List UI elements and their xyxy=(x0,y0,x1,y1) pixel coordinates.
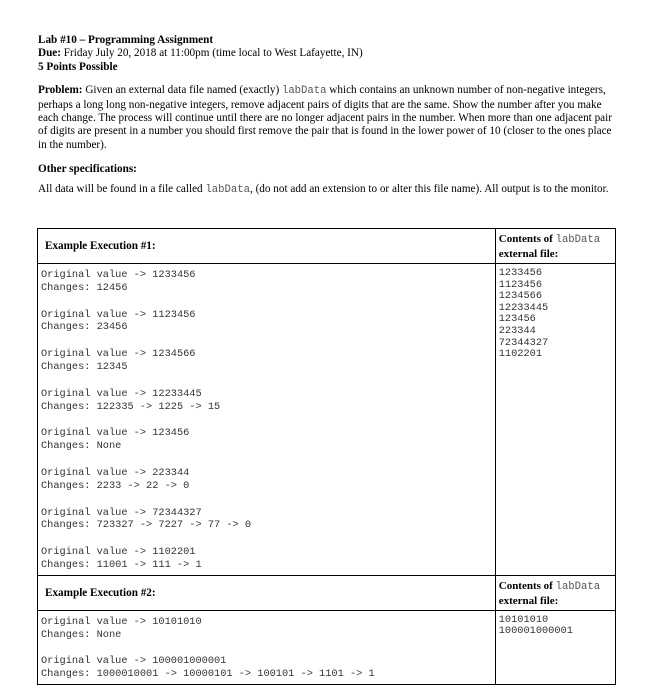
changes-line: Changes: None xyxy=(41,440,122,453)
changes-line: Changes: 12456 xyxy=(41,281,128,294)
example1-output-cell xyxy=(38,264,496,576)
run-group xyxy=(41,467,492,493)
file-value: 123456 xyxy=(498,313,536,326)
example2-output xyxy=(38,611,495,684)
file-value: 1234566 xyxy=(498,290,543,303)
file-value: 10101010 xyxy=(498,613,549,626)
document-page xyxy=(38,34,620,198)
example2-file-values xyxy=(496,611,615,642)
example1-heading: Example Execution #1: xyxy=(45,240,156,252)
original-value-line: Original value -> 1234566 xyxy=(41,348,196,361)
examples-table xyxy=(37,228,616,685)
changes-line: Changes: 23456 xyxy=(41,321,128,334)
example2-heading-cell xyxy=(38,575,496,610)
example2-contents-title xyxy=(495,575,615,610)
run-group xyxy=(41,616,492,642)
file-value: 1123456 xyxy=(498,278,543,291)
problem-filename: labData xyxy=(281,85,327,98)
original-value-line: Original value -> 223344 xyxy=(41,466,190,479)
contents-label: Contents of xyxy=(498,233,553,245)
example2-output-cell xyxy=(38,610,496,684)
file-value: 72344327 xyxy=(498,336,549,349)
example2-file-cell xyxy=(495,610,615,684)
other-specs-heading: Other specifications: xyxy=(38,163,137,176)
run-group xyxy=(41,269,492,295)
contents-filename: labData xyxy=(555,234,601,246)
problem-text-b: which contains an unknown number of non-negative integers, perhaps a long long non-negative integers, remove adjacent pairs of digits that are the same. Show the number after you make each change. The process will continue until there are no longer adjacent pairs in the number. When more than one adjacent pair of digits are present in a number you should first remove the pair that is found in the lower power of 10 (closer to the ones place in the number). xyxy=(38,84,612,151)
contents-label-b: external file: xyxy=(498,248,559,260)
original-value-line: Original value -> 10101010 xyxy=(41,615,202,628)
changes-line: Changes: 12345 xyxy=(41,360,128,373)
file-value: 1102201 xyxy=(498,348,543,361)
contents-filename: labData xyxy=(555,580,601,593)
example1-contents-title xyxy=(495,229,615,264)
example1-file-values xyxy=(496,264,615,365)
changes-line: Changes: None xyxy=(41,628,122,641)
problem-paragraph xyxy=(38,84,620,152)
original-value-line: Original value -> 1233456 xyxy=(41,269,196,281)
problem-text-a: Given an external data file named (exactly) xyxy=(85,84,280,97)
run-group xyxy=(41,507,492,533)
file-value: 100001000001 xyxy=(498,625,573,638)
problem-label: Problem: xyxy=(38,84,83,97)
contents-label-b: external file: xyxy=(498,594,559,607)
file-value: 12233445 xyxy=(498,301,549,314)
run-group xyxy=(41,655,492,681)
run-group xyxy=(41,348,492,374)
original-value-line: Original value -> 72344327 xyxy=(41,506,202,519)
example2-heading: Example Execution #2: xyxy=(45,586,156,599)
original-value-line: Original value -> 123456 xyxy=(41,427,190,440)
run-group xyxy=(41,427,492,453)
file-value: 1233456 xyxy=(498,267,543,279)
original-value-line: Original value -> 100001000001 xyxy=(41,655,227,668)
original-value-line: Original value -> 12233445 xyxy=(41,387,202,400)
changes-line: Changes: 2233 -> 22 -> 0 xyxy=(41,479,190,492)
other-specs-text-b: , (do not add an extension to or alter this file name). All output is to the monitor. xyxy=(249,183,609,196)
contents-label: Contents of xyxy=(498,579,553,592)
assignment-title: Lab #10 – Programming Assignment xyxy=(38,34,214,46)
other-specs-text-a: All data will be found in a file called xyxy=(38,183,203,196)
original-value-line: Original value -> 1102201 xyxy=(41,546,196,559)
file-value: 223344 xyxy=(498,324,536,337)
due-label: Due: xyxy=(38,47,61,60)
original-value-line: Original value -> 1123456 xyxy=(41,308,196,321)
run-group xyxy=(41,546,492,572)
run-group xyxy=(41,388,492,414)
points-possible: 5 Points Possible xyxy=(38,60,118,73)
due-date: Friday July 20, 2018 at 11:00pm (time local to West Lafayette, IN) xyxy=(63,47,363,60)
assignment-header xyxy=(38,34,620,74)
other-specs-filename: labData xyxy=(205,184,250,197)
run-group xyxy=(41,309,492,335)
example1-output xyxy=(38,264,495,575)
changes-line: Changes: 723327 -> 7227 -> 77 -> 0 xyxy=(41,519,252,532)
example1-heading-cell xyxy=(38,229,496,264)
other-specs-paragraph xyxy=(38,183,620,197)
example1-file-cell xyxy=(495,264,615,576)
changes-line: Changes: 122335 -> 1225 -> 15 xyxy=(41,400,221,413)
changes-line: Changes: 1000010001 -> 10000101 -> 100101 -> 1101 -> 1 xyxy=(41,668,375,681)
changes-line: Changes: 11001 -> 111 -> 1 xyxy=(41,558,202,571)
